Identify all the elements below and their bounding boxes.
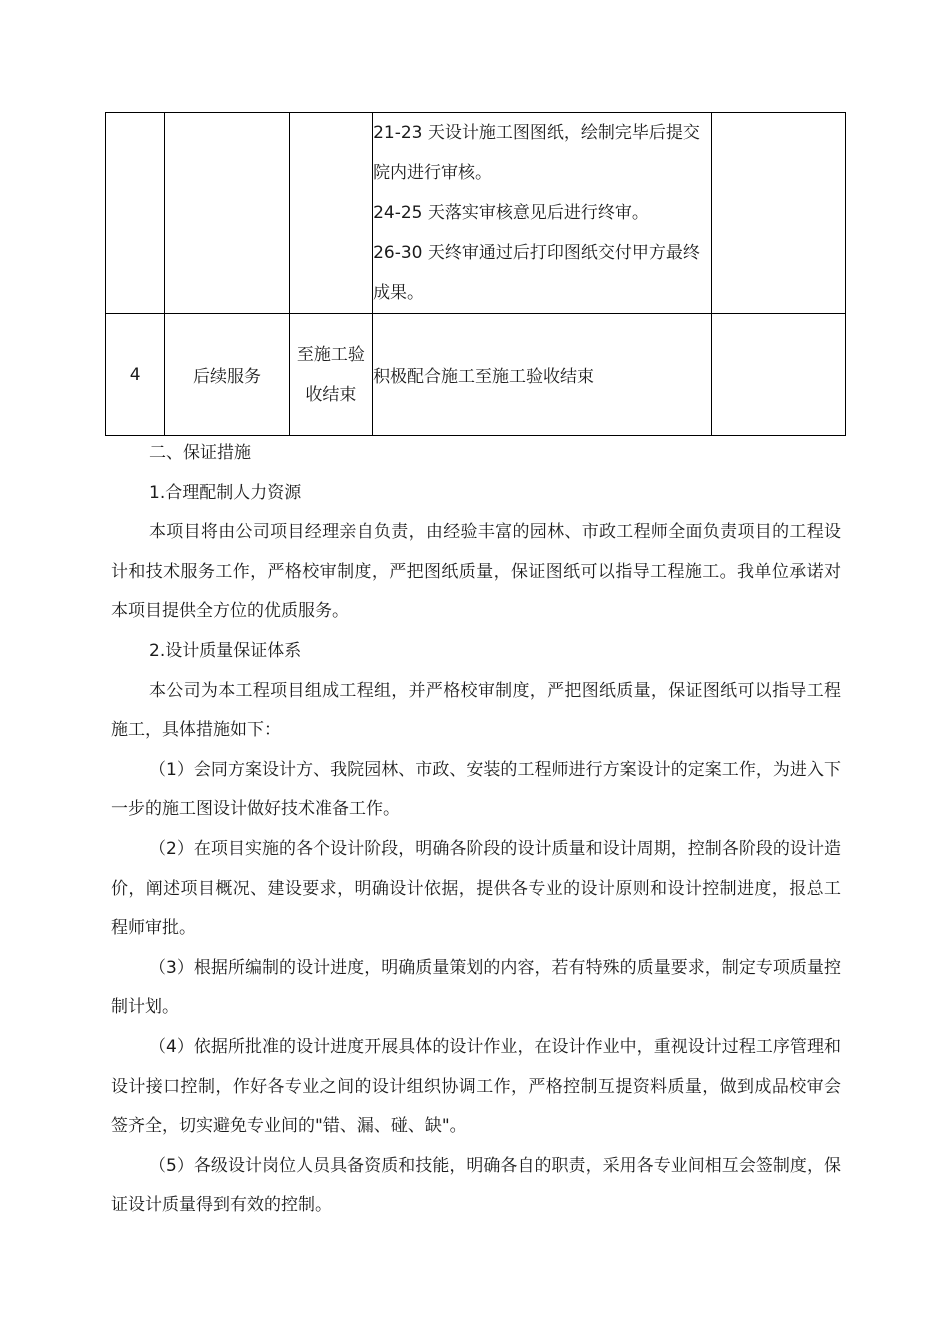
subsection-title: 1.合理配制人力资源 [149,482,302,503]
schedule-line: 21-23 天设计施工图图纸，绘制完毕后提交院内进行审核。 [373,123,700,183]
document-body [111,434,841,1226]
paragraph: 本公司为本工程项目组成工程组，并严格校审制度，严把图纸质量，保证图纸可以指导工程施工，具体措施如下： [111,680,841,741]
schedule-table [105,112,846,436]
table-cell-content: 积极配合施工至施工验收结束 [373,314,712,436]
list-item: （4）依据所批准的设计进度开展具体的设计作业，在设计作业中，重视设计过程工序管理和设计接口控制，作好各专业之间的设计组织协调工作，严格控制互提资料质量，做到成品校审会签齐全，切实避免专业间的"错、漏、碰、缺"。 [111,1036,841,1137]
list-item: （5）各级设计岗位人员具备资质和技能，明确各自的职责，采用各专业间相互会签制度，保证设计质量得到有效的控制。 [111,1155,841,1216]
table-cell-remark [712,113,846,314]
table-cell-content [373,113,712,314]
list-item: （1）会同方案设计方、我院园林、市政、安装的工程师进行方案设计的定案工作，为进入下一步的施工图设计做好技术准备工作。 [111,759,841,820]
table-row [106,314,846,436]
table-cell-period: 至施工验收结束 [289,314,372,436]
paragraph: 本项目将由公司项目经理亲自负责，由经验丰富的园林、市政工程师全面负责项目的工程设计和技术服务工作，严格校审制度，严把图纸质量，保证图纸可以指导工程施工。我单位承诺对本项目提供全方位的优质服务。 [111,522,841,622]
subsection-title: 2.设计质量保证体系 [149,640,302,661]
list-item: （3）根据所编制的设计进度，明确质量策划的内容，若有特殊的质量要求，制定专项质量控制计划。 [111,957,841,1018]
table-row [106,113,846,314]
table-cell-no [106,113,165,314]
section-heading: 二、保证措施 [149,443,251,463]
schedule-line: 26-30 天终审通过后打印图纸交付甲方最终成果。 [373,243,700,303]
table-cell-no: 4 [106,314,165,436]
table-cell-stage: 后续服务 [165,314,290,436]
table-cell-stage [165,113,290,314]
table-cell-period [289,113,372,314]
list-item: （2）在项目实施的各个设计阶段，明确各阶段的设计质量和设计周期，控制各阶段的设计造价，阐述项目概况、建设要求，明确设计依据，提供各专业的设计原则和设计控制进度，报总工程师审批。 [111,838,841,939]
table-cell-remark [712,314,846,436]
schedule-line: 24-25 天落实审核意见后进行终审。 [373,203,649,223]
